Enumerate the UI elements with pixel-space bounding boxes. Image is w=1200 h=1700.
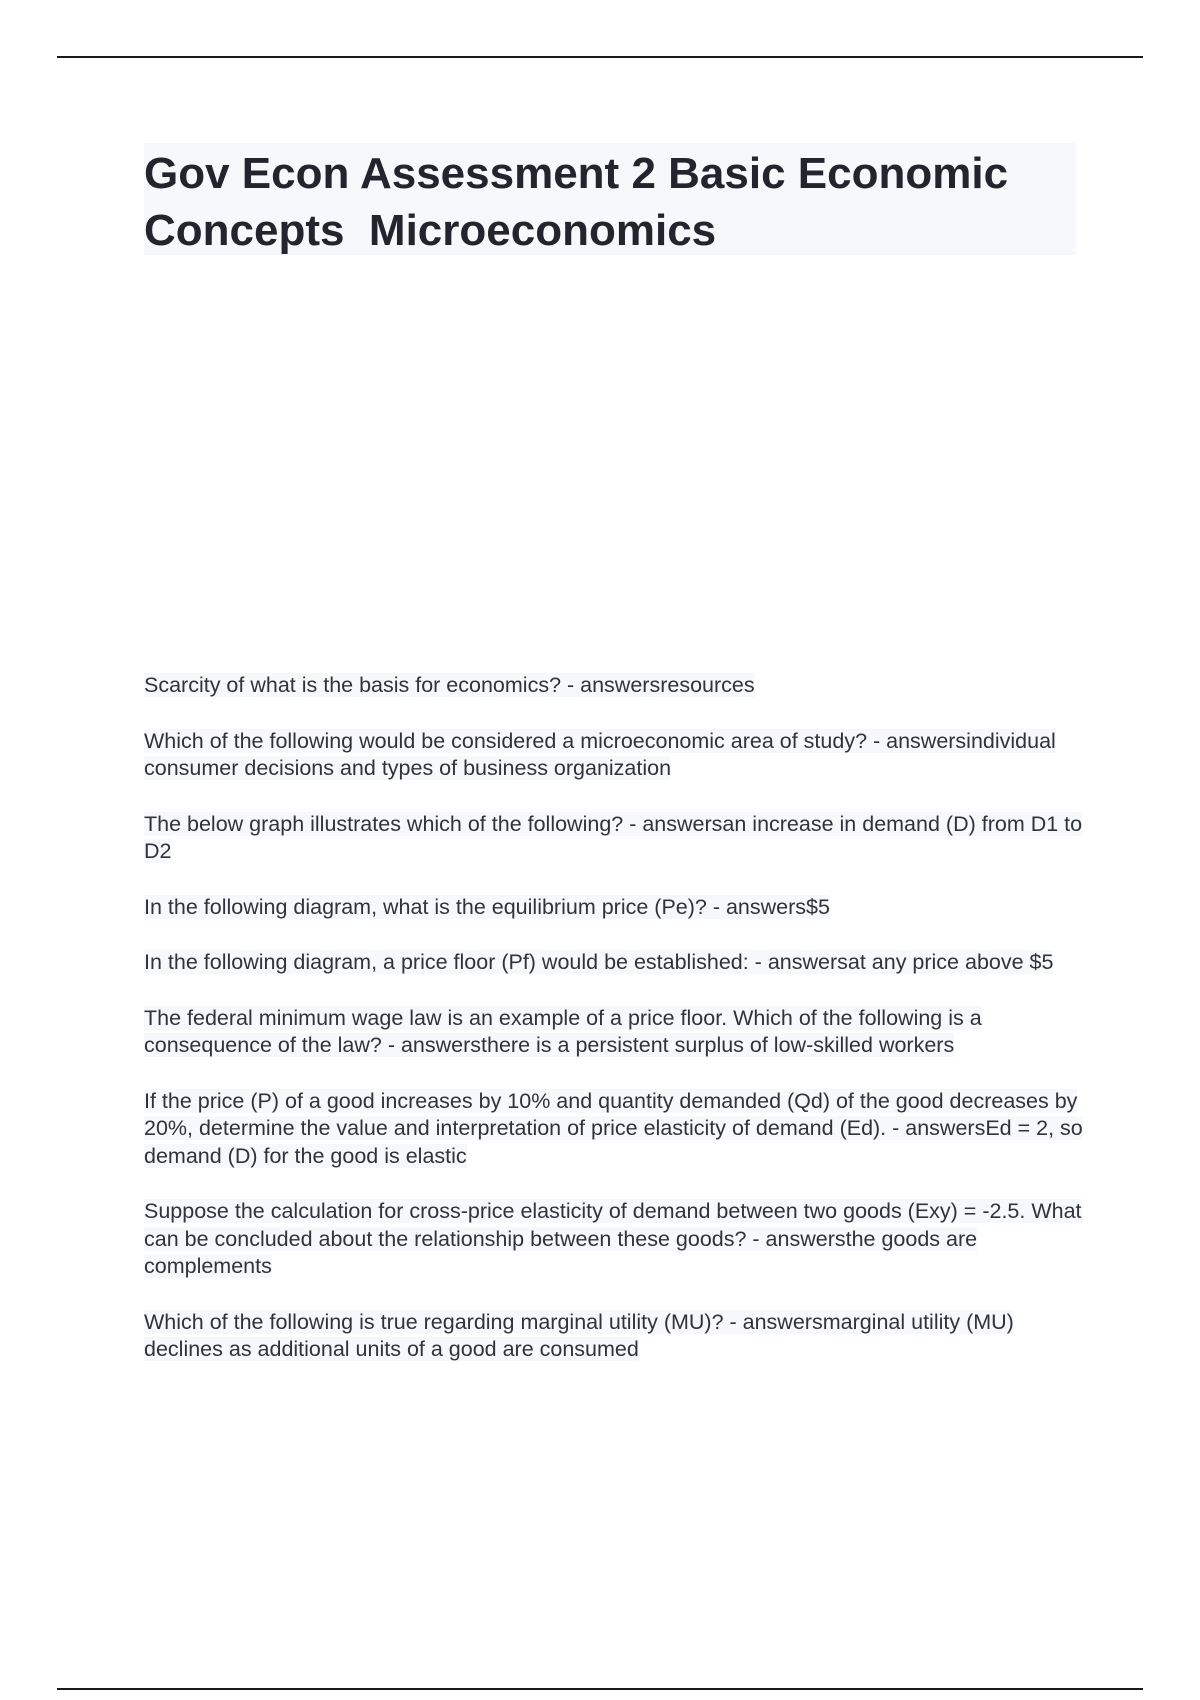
qa-list <box>144 672 1084 1392</box>
qa-text: Which of the following is true regarding marginal utility (MU)? - answersmarginal utility (MU) declines as additional units of a good are consumed <box>144 1309 1014 1361</box>
top-rule <box>57 56 1143 58</box>
qa-item <box>144 1005 1084 1060</box>
document-title: Gov Econ Assessment 2 Basic Economic Concepts Microeconomics <box>144 149 1021 255</box>
qa-item <box>144 949 1084 977</box>
qa-item <box>144 811 1084 866</box>
qa-item <box>144 728 1084 783</box>
qa-text: The below graph illustrates which of the following? - answersan increase in demand (D) from D1 to D2 <box>144 811 1083 863</box>
qa-text: Suppose the calculation for cross-price elasticity of demand between two goods (Exy) = -2.5. What can be concluded about the relationship between these goods? - answersthe goods are complements <box>144 1199 1082 1278</box>
qa-item <box>144 1309 1084 1364</box>
qa-text: In the following diagram, what is the equilibrium price (Pe)? - answers$5 <box>144 894 830 919</box>
qa-item <box>144 894 1084 922</box>
qa-item <box>144 1088 1084 1171</box>
qa-text: In the following diagram, a price floor (Pf) would be established: - answersat any price above $5 <box>144 950 1054 974</box>
qa-text: The federal minimum wage law is an example of a price floor. Which of the following is a consequence of the law? - answersthere is a persistent surplus of low-skilled workers <box>144 1005 982 1057</box>
qa-text: Which of the following would be considered a microeconomic area of study? - answersindividual consumer decisions and types of business organization <box>144 728 1056 780</box>
title-block <box>144 143 1076 255</box>
qa-item <box>144 1198 1084 1281</box>
qa-text: Scarcity of what is the basis for economics? - answersresources <box>144 673 755 697</box>
qa-item <box>144 672 1084 700</box>
bottom-rule <box>57 1688 1143 1690</box>
qa-text: If the price (P) of a good increases by 10% and quantity demanded (Qd) of the good decreases by 20%, determine the value and interpretation of price elasticity of demand (Ed). - answersEd = 2, so demand (D) for the good is elastic <box>144 1088 1083 1168</box>
